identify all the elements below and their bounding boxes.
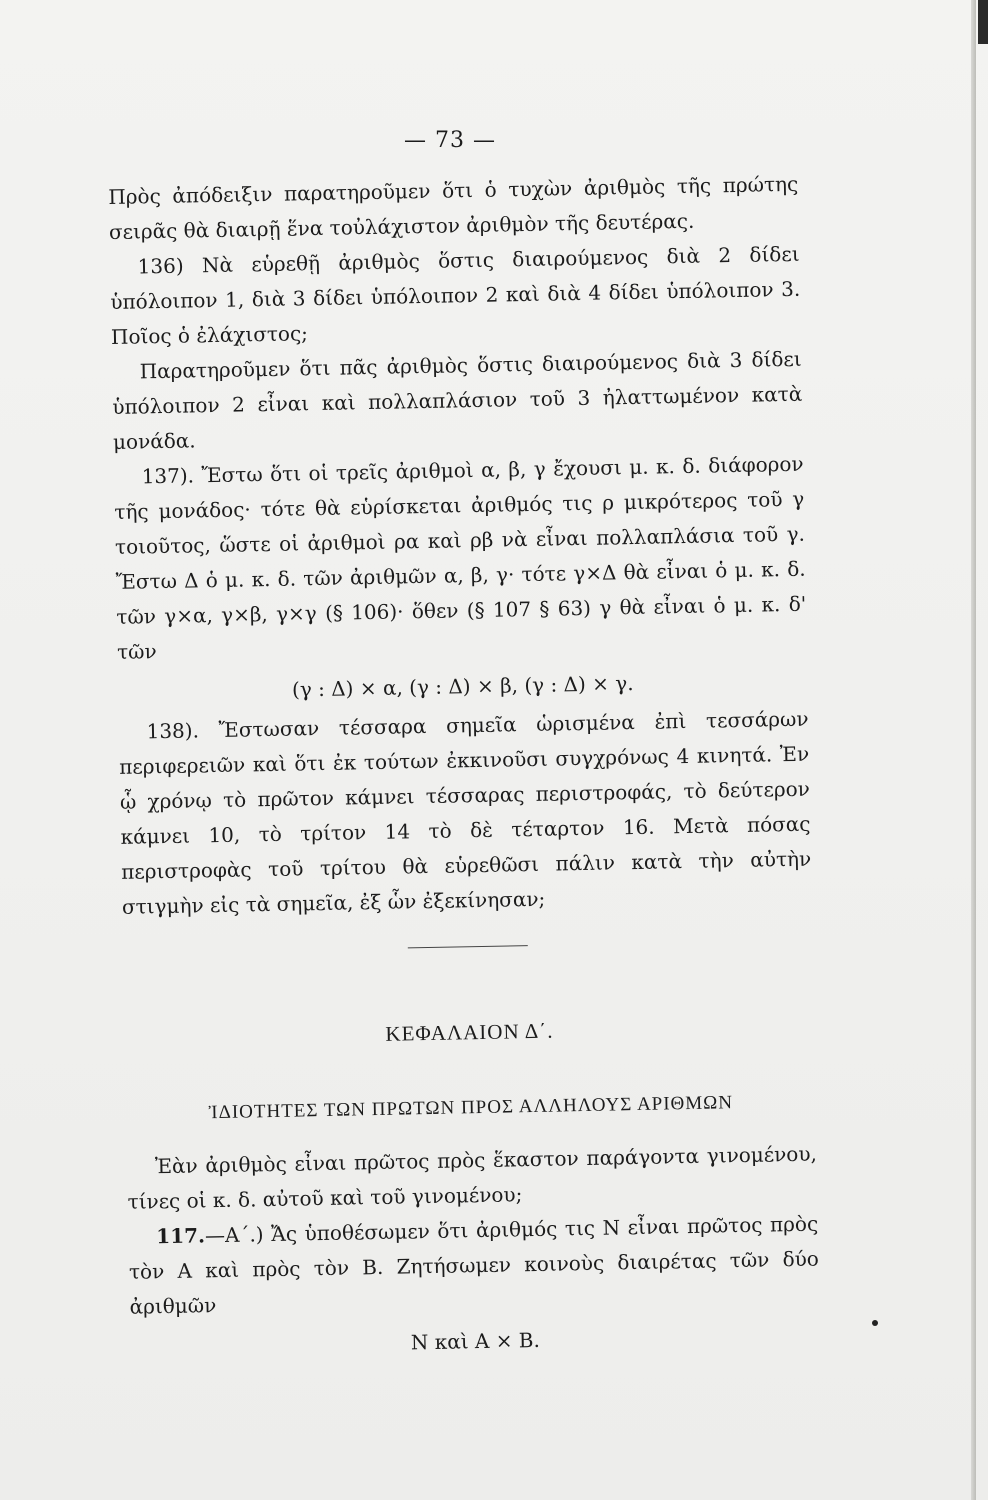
section-title: ἸΔΙΟΤΗΤΕΣ ΤΩΝ ΠΡΩΤΩΝ ΠΡΟΣ ΑΛΛΗΛΟΥΣ ΑΡΙΘΜΩΝ [208, 1092, 734, 1124]
body-text [108, 167, 821, 1370]
theorem-text: —Α΄.) Ἄς ὑποθέσωμεν ὅτι ἀριθμός τις Ν εἶναι πρῶτος πρὸς τὸν Α καὶ πρὸς τὸν Β. Ζητήσωμεν κοινοὺς διαιρέτας τῶν δύο ἀριθμῶν [128, 1211, 820, 1319]
section-divider [408, 945, 528, 948]
paragraph-proof-note: Πρὸς ἀπόδειξιν παρατηροῦμεν ὅτι ὁ τυχὼν ἀριθμὸς τῆς πρώτης σειρᾶς θὰ διαιρῇ ἕνα τοὐλάχιστον ἀριθμὸν τῆς δευτέρας. [108, 171, 799, 244]
paragraph-138: 138). Ἔστωσαν τέσσαρα σημεῖα ὡρισμένα ἐπὶ τεσσάρων περιφερειῶν καὶ ὅτι ἐκ τούτων ἐκκινοῦσι συγχρόνως 4 κινητά. Ἐν ᾧ χρόνῳ τὸ πρῶτον κάμνει τέσσαρας περιστροφάς, τὸ δεύτερον κάμνει 10, τὸ τρίτον 14 τὸ δὲ τέταρτον 16. Μετὰ πόσας περιστροφὰς τοῦ τρίτου θὰ εὑρεθῶσι πάλιν κατὰ τὴν αὐτὴν στιγμὴν εἰς τὰ σημεῖα, ἐξ ὧν ἐξεκίνησαν; [119, 706, 812, 919]
corner-mark [978, 0, 988, 44]
theorem-number: 117. [156, 1223, 206, 1249]
ink-dot [872, 1320, 878, 1326]
paragraph-117 [128, 1207, 820, 1325]
paragraph-136-answer: Παρατηροῦμεν ὅτι πᾶς ἀριθμὸς ὅστις διαιρούμενος διὰ 3 δίδει ὑπόλοιπον 2 εἶναι καὶ πολλαπλάσιον τοῦ 3 ἠλαττωμένον κατὰ μονάδα. [112, 346, 803, 454]
formula-gcd: (γ : Δ) × α, (γ : Δ) × β, (γ : Δ) × γ. [291, 671, 634, 702]
page-edge [971, 0, 976, 1500]
formula-n-and-ab: Ν καὶ Α × Β. [410, 1327, 541, 1355]
paragraph-136: 136) Νὰ εὑρεθῇ ἀριθμὸς ὅστις διαιρούμενος διὰ 2 δίδει ὑπόλοιπον 1, διὰ 3 δίδει ὑπόλοιπον 2 καὶ διὰ 4 δίδει ὑπόλοιπον 3. Ποῖος ὁ ἐλάχιστος; [110, 241, 801, 349]
paragraph-intro-question: Ἐὰν ἀριθμὸς εἶναι πρῶτος πρὸς ἕκαστον παράγοντα γινομένου, τίνες οἱ κ. δ. αὐτοῦ καὶ τοῦ γινομένου; [127, 1141, 818, 1214]
paragraph-137: 137). Ἔστω ὅτι οἱ τρεῖς ἀριθμοὶ α, β, γ ἔχουσι μ. κ. δ. διάφορον τῆς μονάδος· τότε θὰ εὑρίσκεται ἀριθμός τις ρ μικρότερος τοῦ γ τοιοῦτος, ὥστε οἱ ἀριθμοὶ ρα καὶ ρβ νὰ εἶναι πολλαπλάσια τοῦ γ. Ἔστω Δ ὁ μ. κ. δ. τῶν ἀριθμῶν α, β, γ· τότε γ×Δ θὰ εἶναι ὁ μ. κ. δ. τῶν γ×α, γ×β, γ×γ (§ 106)· ὅθεν (§ 107 § 63) γ θὰ εἶναι ὁ μ. κ. δ' τῶν [114, 451, 807, 664]
chapter-title: ΚΕΦΑΛΑΙΟΝ Δ΄. [385, 1018, 554, 1046]
page-number: — 73 — [404, 128, 496, 153]
